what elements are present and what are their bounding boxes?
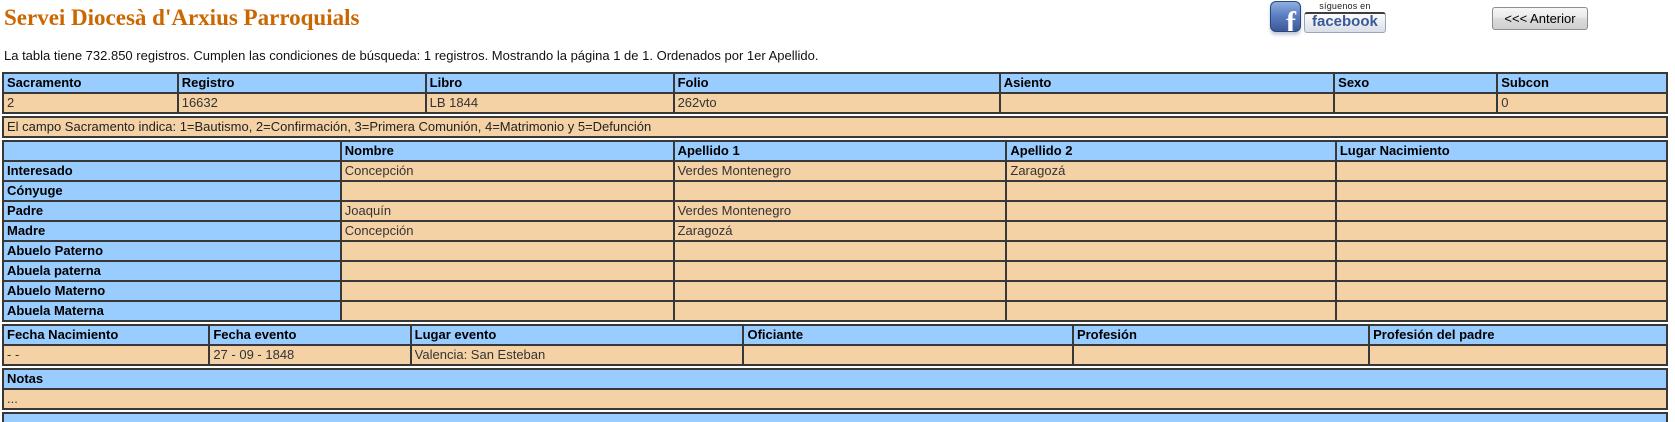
notas-value-row bbox=[3, 389, 1667, 409]
col-header-folio: Folio bbox=[674, 73, 1000, 93]
cell-apellido2: Zaragozá bbox=[1006, 161, 1335, 181]
row-label: Abuelo Materno bbox=[3, 281, 341, 301]
cell-apellido2 bbox=[1006, 221, 1335, 241]
cell-apellido2 bbox=[1006, 261, 1335, 281]
cell-lugar-nacimiento bbox=[1336, 281, 1667, 301]
person-row-abuela-materna bbox=[3, 301, 1667, 321]
col-header-fecha-evento: Fecha evento bbox=[209, 325, 410, 345]
col-header-lugar-evento: Lugar evento bbox=[411, 325, 744, 345]
sacrament-note-table bbox=[2, 116, 1668, 138]
persons-header-row bbox=[3, 141, 1667, 161]
col-header-sacramento: Sacramento bbox=[3, 73, 178, 93]
person-row-madre bbox=[3, 221, 1667, 241]
col-header-apellido2: Apellido 2 bbox=[1006, 141, 1335, 161]
col-header-fecha-nacimiento: Fecha Nacimiento bbox=[3, 325, 209, 345]
cell-lugar-nacimiento bbox=[1336, 241, 1667, 261]
fecha-nacimiento-value: - - bbox=[3, 345, 209, 365]
col-header-sexo: Sexo bbox=[1334, 73, 1497, 93]
row-label: Madre bbox=[3, 221, 341, 241]
cell-lugar-nacimiento bbox=[1336, 181, 1667, 201]
sacramento-value: 2 bbox=[3, 93, 178, 113]
cell-apellido2 bbox=[1006, 201, 1335, 221]
oficiante-value bbox=[743, 345, 1072, 365]
persons-table bbox=[2, 140, 1668, 322]
cell-apellido2 bbox=[1006, 181, 1335, 201]
facebook-brand: facebook bbox=[1304, 12, 1386, 33]
status-text: La tabla tiene 732.850 registros. Cumplen las condiciones de búsqueda: 1 registros. Mostrando la página 1 de 1. Ordenados por 1er Apellido. bbox=[4, 48, 819, 63]
sacrament-note: El campo Sacramento indica: 1=Bautismo, 2=Confirmación, 3=Primera Comunión, 4=Matrimonio y 5=Defunción bbox=[3, 117, 1667, 137]
cell-nombre bbox=[341, 181, 674, 201]
cell-nombre: Joaquín bbox=[341, 201, 674, 221]
cell-nombre: Concepción bbox=[341, 161, 674, 181]
cell-nombre bbox=[341, 261, 674, 281]
libro-value: LB 1844 bbox=[426, 93, 674, 113]
sacrament-value-row bbox=[3, 93, 1667, 113]
col-header-nombre: Nombre bbox=[341, 141, 674, 161]
top-bar bbox=[0, 0, 1675, 36]
cell-lugar-nacimiento bbox=[1336, 301, 1667, 321]
person-row-abuela-paterna bbox=[3, 261, 1667, 281]
person-row-interesado bbox=[3, 161, 1667, 181]
next-section-edge bbox=[2, 412, 1668, 422]
cell-apellido1 bbox=[674, 261, 1007, 281]
cell-apellido2 bbox=[1006, 281, 1335, 301]
fecha-evento-value: 27 - 09 - 1848 bbox=[209, 345, 410, 365]
cell-apellido1: Zaragozá bbox=[674, 221, 1007, 241]
profesion-value bbox=[1073, 345, 1369, 365]
person-row-conyuge bbox=[3, 181, 1667, 201]
anterior-button[interactable]: <<< Anterior bbox=[1492, 7, 1588, 30]
row-label: Padre bbox=[3, 201, 341, 221]
person-row-abuelo-paterno bbox=[3, 241, 1667, 261]
cell-apellido1 bbox=[674, 281, 1007, 301]
sacrament-header-row bbox=[3, 73, 1667, 93]
notas-header-row bbox=[3, 369, 1667, 389]
cell-apellido1 bbox=[674, 241, 1007, 261]
facebook-tagline: síguenos en bbox=[1319, 1, 1371, 11]
event-value-row bbox=[3, 345, 1667, 365]
event-table bbox=[2, 324, 1668, 366]
event-header-row bbox=[3, 325, 1667, 345]
cell-apellido1: Verdes Montenegro bbox=[674, 161, 1007, 181]
cell-apellido2 bbox=[1006, 241, 1335, 261]
profesion-padre-value bbox=[1369, 345, 1667, 365]
cell-lugar-nacimiento bbox=[1336, 161, 1667, 181]
folio-value: 262vto bbox=[674, 93, 1000, 113]
asiento-value bbox=[1000, 93, 1334, 113]
facebook-icon: f bbox=[1270, 1, 1301, 32]
subcon-value: 0 bbox=[1497, 93, 1667, 113]
page-title: Servei Diocesà d'Arxius Parroquials bbox=[4, 5, 360, 30]
col-header-blank bbox=[3, 141, 341, 161]
row-label: Abuela paterna bbox=[3, 261, 341, 281]
cell-apellido1 bbox=[674, 301, 1007, 321]
col-header-oficiante: Oficiante bbox=[743, 325, 1072, 345]
cell-nombre: Concepción bbox=[341, 221, 674, 241]
facebook-badge-text bbox=[1304, 1, 1386, 33]
cell-apellido1 bbox=[674, 181, 1007, 201]
cell-lugar-nacimiento bbox=[1336, 261, 1667, 281]
col-header-asiento: Asiento bbox=[1000, 73, 1334, 93]
sacrament-table bbox=[2, 72, 1668, 114]
row-label: Interesado bbox=[3, 161, 341, 181]
cell-nombre bbox=[341, 301, 674, 321]
lugar-evento-value: Valencia: San Esteban bbox=[411, 345, 744, 365]
cell-nombre bbox=[341, 241, 674, 261]
cell-apellido2 bbox=[1006, 301, 1335, 321]
sacrament-note-row bbox=[3, 117, 1667, 137]
cell-apellido1: Verdes Montenegro bbox=[674, 201, 1007, 221]
person-row-padre bbox=[3, 201, 1667, 221]
col-header-subcon: Subcon bbox=[1497, 73, 1667, 93]
notas-table bbox=[2, 368, 1668, 410]
sexo-value bbox=[1334, 93, 1497, 113]
row-label: Abuelo Paterno bbox=[3, 241, 341, 261]
row-label: Abuela Materna bbox=[3, 301, 341, 321]
record-tables bbox=[2, 72, 1668, 422]
col-header-profesion: Profesión bbox=[1073, 325, 1369, 345]
col-header-apellido1: Apellido 1 bbox=[674, 141, 1007, 161]
cell-lugar-nacimiento bbox=[1336, 221, 1667, 241]
notas-header: Notas bbox=[3, 369, 1667, 389]
facebook-badge[interactable] bbox=[1270, 1, 1386, 33]
person-row-abuelo-materno bbox=[3, 281, 1667, 301]
registro-value: 16632 bbox=[178, 93, 426, 113]
col-header-profesion-padre: Profesión del padre bbox=[1369, 325, 1667, 345]
col-header-registro: Registro bbox=[178, 73, 426, 93]
col-header-lugar-nacimiento: Lugar Nacimiento bbox=[1336, 141, 1667, 161]
row-label: Cónyuge bbox=[3, 181, 341, 201]
col-header-libro: Libro bbox=[426, 73, 674, 93]
cell-lugar-nacimiento bbox=[1336, 201, 1667, 221]
notas-value: ... bbox=[3, 389, 1667, 409]
cell-nombre bbox=[341, 281, 674, 301]
